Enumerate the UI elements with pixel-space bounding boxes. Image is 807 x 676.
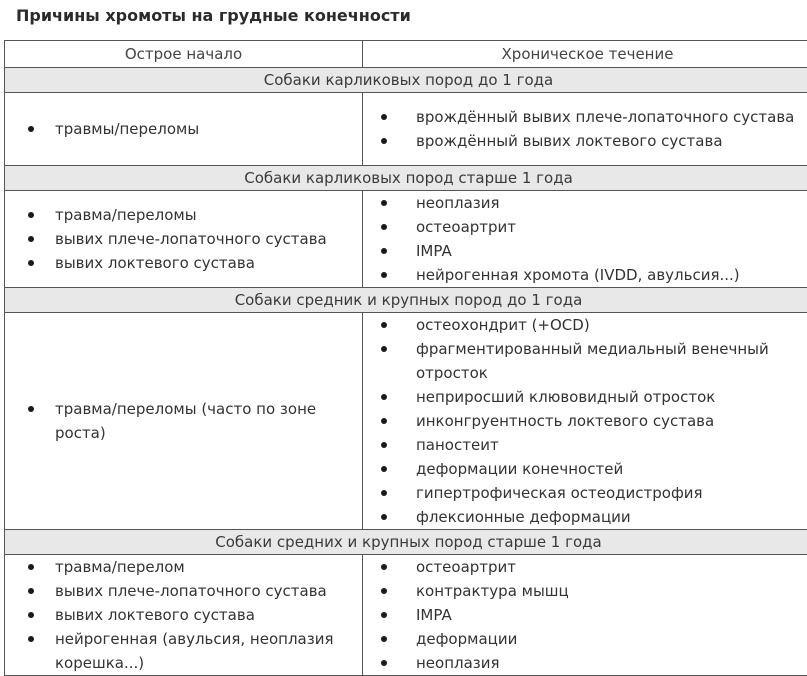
list-item-text: неприросший клювовидный отросток (416, 388, 716, 406)
list-item (363, 263, 807, 287)
list-item-text: вывих плече-лопаточного сустава (55, 230, 327, 248)
list-item (5, 397, 362, 445)
bullet-icon (381, 660, 387, 666)
bullet-icon (28, 406, 34, 412)
bullet-icon (28, 636, 34, 642)
list-item-text: IMPA (416, 606, 452, 624)
bullet-icon (381, 442, 387, 448)
bullet-icon (381, 138, 387, 144)
chronic-causes-list (363, 191, 807, 287)
list-item-text: остеоартрит (416, 558, 517, 576)
bullet-icon (381, 322, 387, 328)
list-item (363, 129, 807, 153)
list-item (363, 457, 807, 481)
list-item-text: вывих плече-лопаточного сустава (55, 582, 327, 600)
list-item (363, 105, 807, 129)
acute-causes-cell (5, 191, 363, 288)
bullet-icon (28, 588, 34, 594)
bullet-icon (381, 564, 387, 570)
chronic-causes-cell (363, 191, 807, 288)
group-header-row (5, 288, 807, 313)
list-item-text: флексионные деформации (416, 508, 631, 526)
acute-causes-cell (5, 313, 363, 530)
list-item (5, 555, 362, 579)
group-body-row (5, 191, 807, 288)
bullet-icon (381, 394, 387, 400)
list-item (363, 215, 807, 239)
group-header-row (5, 530, 807, 555)
bullet-icon (381, 248, 387, 254)
acute-causes-list (5, 203, 362, 275)
list-item-text: остеоартрит (416, 218, 517, 236)
list-item (363, 313, 807, 337)
bullet-icon (28, 126, 34, 132)
chronic-causes-list (363, 313, 807, 529)
acute-causes-cell (5, 93, 363, 166)
list-item-text: нейрогенная хромота (IVDD, авульсия...) (416, 266, 740, 284)
bullet-icon (381, 636, 387, 642)
list-item (5, 203, 362, 227)
chronic-causes-cell (363, 93, 807, 166)
bullet-icon (28, 564, 34, 570)
list-item (363, 555, 807, 579)
acute-causes-cell (5, 555, 363, 676)
group-header-row (5, 166, 807, 191)
list-item-text: травмы/переломы (55, 120, 200, 138)
bullet-icon (381, 466, 387, 472)
page-title: Причины хромоты на грудные конечности (16, 6, 411, 25)
group-header-row (5, 68, 807, 93)
list-item (363, 385, 807, 409)
bullet-icon (381, 224, 387, 230)
list-item-text: неоплазия (416, 194, 500, 212)
chronic-causes-list (363, 555, 807, 675)
bullet-icon (381, 490, 387, 496)
group-header: Собаки карликовых пород до 1 года (5, 68, 807, 93)
bullet-icon (381, 418, 387, 424)
bullet-icon (381, 346, 387, 352)
list-item (363, 239, 807, 263)
list-item (5, 579, 362, 603)
list-item-text: остеохондрит (+OCD) (416, 316, 590, 334)
list-item-text: врождённый вывих плече-лопаточного сустава (416, 108, 795, 126)
list-item (5, 603, 362, 627)
column-header-acute: Острое начало (5, 41, 363, 68)
list-item-text: травма/переломы (55, 206, 197, 224)
list-item (363, 505, 807, 529)
list-item-text: IMPA (416, 242, 452, 260)
list-item-text: фрагментированный медиальный венечный отросток (416, 340, 769, 382)
group-body-row (5, 555, 807, 676)
list-item (363, 409, 807, 433)
list-item (363, 603, 807, 627)
group-body-row (5, 313, 807, 530)
bullet-icon (28, 212, 34, 218)
group-body-row (5, 93, 807, 166)
list-item-text: контрактура мышц (416, 582, 569, 600)
list-item (5, 627, 362, 675)
list-item-text: травма/перелом (55, 558, 185, 576)
list-item-text: гипертрофическая остеодистрофия (416, 484, 703, 502)
list-item (363, 191, 807, 215)
column-header-row (5, 41, 807, 68)
bullet-icon (381, 612, 387, 618)
chronic-causes-list (363, 105, 807, 153)
group-header: Собаки средник и крупных пород до 1 года (5, 288, 807, 313)
list-item (363, 627, 807, 651)
chronic-causes-cell (363, 555, 807, 676)
group-header: Собаки средних и крупных пород старше 1 года (5, 530, 807, 555)
bullet-icon (381, 114, 387, 120)
list-item (5, 251, 362, 275)
list-item-text: врождённый вывих локтевого сустава (416, 132, 723, 150)
bullet-icon (381, 514, 387, 520)
list-item-text: паностеит (416, 436, 499, 454)
bullet-icon (381, 588, 387, 594)
list-item-text: деформации конечностей (416, 460, 624, 478)
list-item (5, 117, 362, 141)
lameness-causes-table (4, 40, 807, 676)
list-item (363, 337, 807, 385)
list-item-text: вывих локтевого сустава (55, 606, 255, 624)
bullet-icon (28, 612, 34, 618)
group-header: Собаки карликовых пород старше 1 года (5, 166, 807, 191)
acute-causes-list (5, 397, 362, 445)
list-item-text: вывих локтевого сустава (55, 254, 255, 272)
list-item (363, 579, 807, 603)
acute-causes-list (5, 117, 362, 141)
bullet-icon (381, 200, 387, 206)
list-item-text: деформации (416, 630, 518, 648)
bullet-icon (381, 272, 387, 278)
table-body (5, 68, 807, 676)
list-item-text: нейрогенная (авульсия, неоплазия корешка...) (55, 630, 334, 672)
list-item (363, 433, 807, 457)
bullet-icon (28, 260, 34, 266)
chronic-causes-cell (363, 313, 807, 530)
list-item-text: травма/переломы (часто по зоне роста) (55, 400, 317, 442)
acute-causes-list (5, 555, 362, 675)
list-item (363, 481, 807, 505)
list-item (5, 227, 362, 251)
list-item-text: неоплазия (416, 654, 500, 672)
list-item (363, 651, 807, 675)
list-item-text: инконгруентность локтевого сустава (416, 412, 715, 430)
column-header-chronic: Хроническое течение (363, 41, 807, 68)
bullet-icon (28, 236, 34, 242)
